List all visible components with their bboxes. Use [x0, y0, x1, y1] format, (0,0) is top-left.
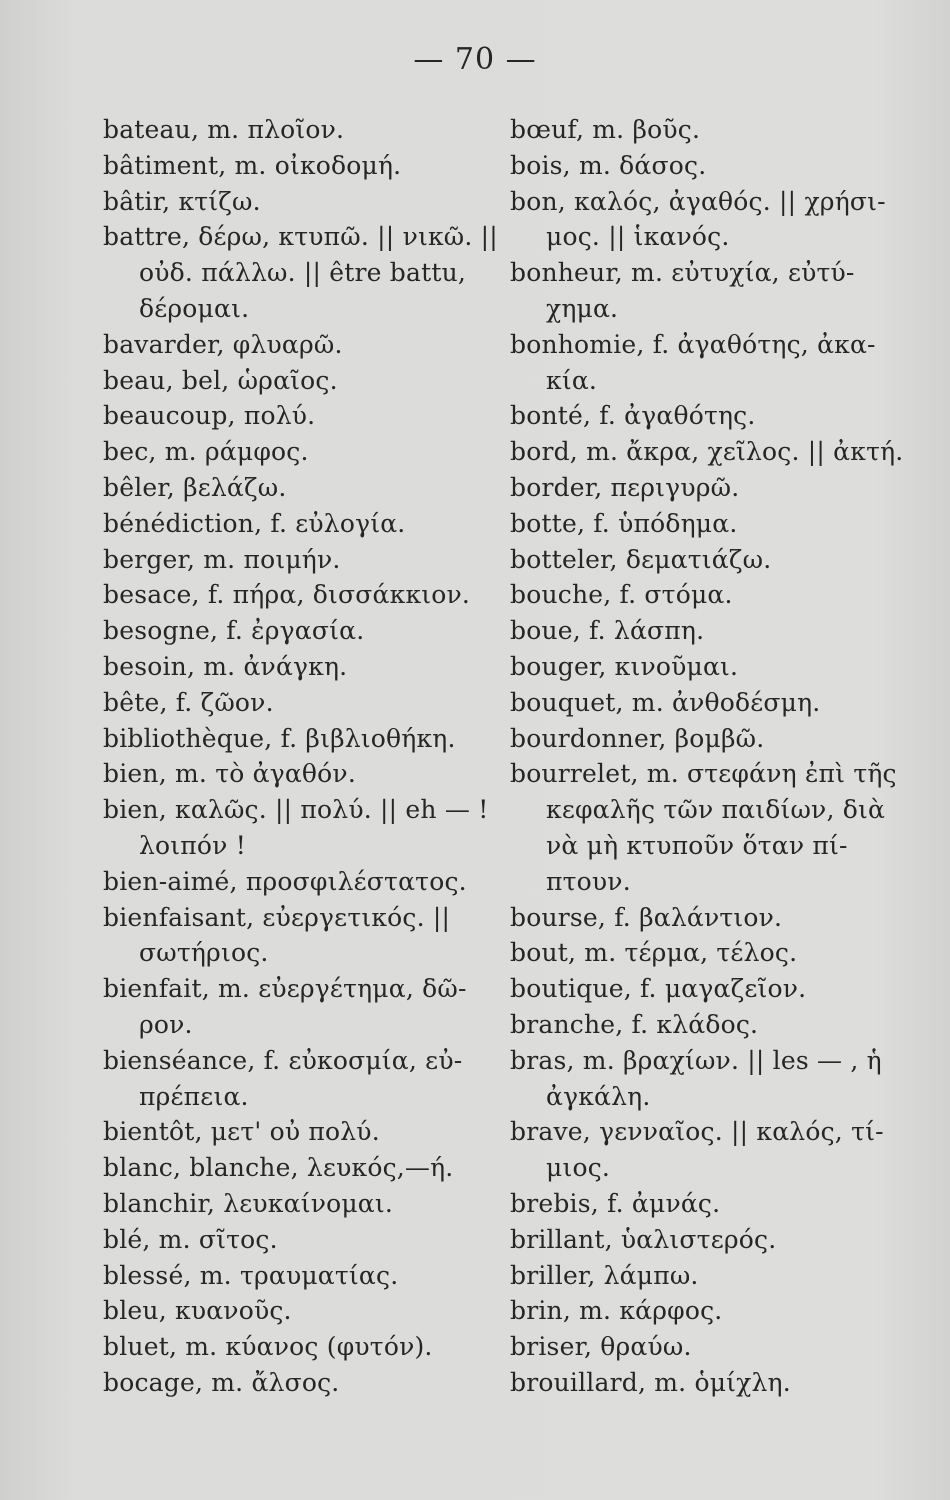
dictionary-entry-line: bientôt, μετ' οὐ πολύ. [103, 1117, 380, 1147]
dictionary-entry-line: branche, f. κλάδος. [510, 1009, 759, 1039]
dictionary-entry-line: bon, καλός, ἀγαθός. || χρήσι- [510, 186, 886, 216]
dictionary-entry-line: blanc, blanche, λευκός,—ή. [103, 1153, 454, 1183]
right-column [510, 112, 910, 1401]
dictionary-entry-line: bras, m. βραχίων. || les — , ἡ [510, 1045, 882, 1075]
dictionary-entry-line: besogne, f. ἐργασία. [103, 616, 365, 646]
dictionary-entry-line: beaucoup, πολύ. [103, 401, 316, 431]
dictionary-entry-line: border, περιγυρῶ. [510, 472, 740, 502]
entry-continuation-line: ἀγκάλη. [546, 1081, 651, 1111]
dictionary-entry-line: bête, f. ζῶον. [103, 687, 274, 717]
dictionary-entry-line: bienfait, m. εὐεργέτημα, δῶ- [103, 974, 467, 1004]
entry-continuation-line: οὐδ. πάλλω. || être battu, [139, 258, 467, 288]
dictionary-entry-line: bec, m. ράμφος. [103, 437, 309, 467]
entry-continuation-line: χημα. [546, 293, 619, 323]
dictionary-entry-line: bâtiment, m. οἰκοδομή. [103, 150, 402, 180]
entry-continuation-line: νὰ μὴ κτυποῦν ὅταν πί- [546, 830, 848, 860]
page-number: — 70 — [413, 42, 537, 77]
dictionary-entry-line: bibliothèque, f. βιβλιοθήκη. [103, 723, 456, 753]
dictionary-entry-line: brave, γενναῖος. || καλός, τί- [510, 1117, 884, 1147]
left-column [103, 112, 498, 1401]
entry-continuation-line: πρέπεια. [139, 1081, 249, 1111]
dictionary-entry-line: bouche, f. στόμα. [510, 580, 733, 610]
dictionary-entry-line: besoin, m. ἀνάγκη. [103, 651, 348, 681]
entry-continuation-line: μιος. [546, 1153, 611, 1183]
entry-continuation-line: πτουν. [546, 866, 631, 896]
dictionary-entry-line: bord, m. ἄκρα, χεῖλος. || ἀκτή. [510, 437, 904, 467]
dictionary-entry-line: bonhomie, f. ἀγαθότης, ἀκα- [510, 329, 876, 359]
dictionary-entry-line: bien, καλῶς. || πολύ. || eh — ! [103, 795, 489, 825]
entry-continuation-line: λοιπόν ! [139, 830, 246, 860]
dictionary-entry-line: besace, f. πήρα, δισσάκκιον. [103, 580, 471, 610]
dictionary-entry-line: blessé, m. τραυματίας. [103, 1260, 399, 1290]
dictionary-entry-line: boue, f. λάσπη. [510, 616, 705, 646]
dictionary-entry-line: boutique, f. μαγαζεῖον. [510, 974, 807, 1004]
dictionary-entry-line: brillant, ὑαλιστερός. [510, 1224, 777, 1254]
dictionary-entry-line: blanchir, λευκαίνομαι. [103, 1188, 394, 1218]
dictionary-entry-line: bavarder, φλυαρῶ. [103, 329, 343, 359]
dictionary-entry-line: blé, m. σῖτος. [103, 1224, 278, 1254]
entry-continuation-line: κία. [546, 365, 598, 395]
dictionary-entry-line: briller, λάμπω. [510, 1260, 699, 1290]
dictionary-entry-line: botte, f. ὑπόδημα. [510, 508, 738, 538]
dictionary-entry-line: bouger, κινοῦμαι. [510, 651, 739, 681]
dictionary-entry-line: battre, δέρω, κτυπῶ. || νικῶ. || [103, 222, 498, 252]
entry-continuation-line: μος. || ἱκανός. [546, 222, 730, 252]
dictionary-entry-line: bonheur, m. εὐτυχία, εὐτύ- [510, 258, 855, 288]
dictionary-entry-line: bateau, m. πλοῖον. [103, 115, 345, 144]
dictionary-entry-line: bourse, f. βαλάντιον. [510, 902, 783, 932]
entry-continuation-line: δέρομαι. [139, 293, 250, 323]
dictionary-entry-line: bout, m. τέρμα, τέλος. [510, 938, 798, 968]
dictionary-entry-line: bien-aimé, προσφιλέστατος. [103, 866, 467, 896]
dictionary-entry-line: bois, m. δάσος. [510, 150, 707, 180]
dictionary-entry-line: bourdonner, βομβῶ. [510, 723, 765, 753]
dictionary-entry-line: bêler, βελάζω. [103, 472, 287, 502]
dictionary-entry-line: bouquet, m. ἀνθοδέσμη. [510, 687, 821, 717]
dictionary-entry-line: bâtir, κτίζω. [103, 186, 261, 216]
dictionary-entry-line: bourrelet, m. στεφάνη ἐπὶ τῆς [510, 759, 897, 789]
dictionary-entry-line: brouillard, m. ὁμίχλη. [510, 1367, 791, 1397]
dictionary-entry-line: bluet, m. κύανος (φυτόν). [103, 1332, 433, 1362]
dictionary-entry-line: bœuf, m. βοῦς. [510, 115, 701, 144]
dictionary-entry-line: bleu, κυανοῦς. [103, 1296, 292, 1326]
dictionary-entry-line: bien, m. τὸ ἀγαθόν. [103, 759, 356, 789]
dictionary-entry-line: berger, m. ποιμήν. [103, 544, 341, 574]
dictionary-entry-line: briser, θραύω. [510, 1332, 692, 1362]
dictionary-entry-line: brin, m. κάρφος. [510, 1296, 723, 1326]
dictionary-entry-line: brebis, f. ἀμνάς. [510, 1188, 721, 1218]
dictionary-entry-line: botteler, δεματιάζω. [510, 544, 772, 574]
dictionary-entry-line: beau, bel, ὡραῖος. [103, 365, 338, 395]
dictionary-entry-line: bonté, f. ἀγαθότης. [510, 401, 756, 431]
entry-continuation-line: ρον. [139, 1009, 193, 1039]
entry-continuation-line: κεφαλῆς τῶν παιδίων, διὰ [546, 795, 886, 825]
entry-continuation-line: σωτήριος. [139, 938, 269, 968]
dictionary-entry-line: bienséance, f. εὐκοσμία, εὐ- [103, 1045, 463, 1075]
dictionary-entry-line: bénédiction, f. εὐλογία. [103, 508, 406, 538]
dictionary-entry-line: bocage, m. ἄλσος. [103, 1367, 340, 1397]
dictionary-entry-line: bienfaisant, εὐεργετικός. || [103, 902, 451, 932]
